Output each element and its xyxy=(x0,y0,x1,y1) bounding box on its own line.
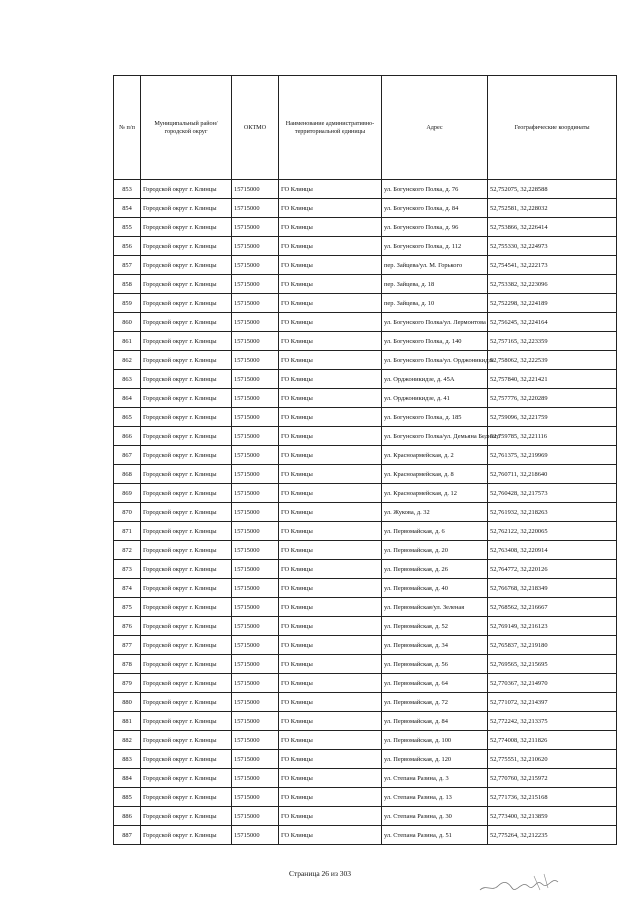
cell-unit: ГО Клинцы xyxy=(279,256,382,275)
cell-district: Городской округ г. Клинцы xyxy=(141,275,232,294)
cell-num: 865 xyxy=(114,408,141,427)
cell-address: ул. Первомайская, д. 84 xyxy=(382,712,488,731)
cell-district: Городской округ г. Клинцы xyxy=(141,408,232,427)
cell-district: Городской округ г. Клинцы xyxy=(141,484,232,503)
header-coords: Географические координаты xyxy=(488,76,617,180)
cell-address: ул. Красноармейская, д. 2 xyxy=(382,446,488,465)
cell-coords: 52,760428, 32,217573 xyxy=(488,484,617,503)
table-row xyxy=(114,218,617,237)
cell-district: Городской округ г. Клинцы xyxy=(141,446,232,465)
cell-oktmo: 15715000 xyxy=(232,769,279,788)
cell-address: ул. Первомайская, д. 34 xyxy=(382,636,488,655)
cell-coords: 52,754541, 32,222173 xyxy=(488,256,617,275)
cell-address: ул. Красноармейская, д. 12 xyxy=(382,484,488,503)
cell-address: ул. Богунского Полка/ул. Демьяна Бедного xyxy=(382,427,488,446)
table-row xyxy=(114,712,617,731)
cell-unit: ГО Клинцы xyxy=(279,826,382,845)
cell-unit: ГО Клинцы xyxy=(279,807,382,826)
cell-oktmo: 15715000 xyxy=(232,237,279,256)
cell-oktmo: 15715000 xyxy=(232,636,279,655)
cell-num: 863 xyxy=(114,370,141,389)
cell-coords: 52,753382, 32,223096 xyxy=(488,275,617,294)
cell-oktmo: 15715000 xyxy=(232,332,279,351)
cell-coords: 52,752581, 32,228032 xyxy=(488,199,617,218)
cell-coords: 52,759785, 32,221116 xyxy=(488,427,617,446)
cell-district: Городской округ г. Клинцы xyxy=(141,712,232,731)
cell-num: 866 xyxy=(114,427,141,446)
cell-oktmo: 15715000 xyxy=(232,693,279,712)
cell-oktmo: 15715000 xyxy=(232,256,279,275)
cell-district: Городской округ г. Клинцы xyxy=(141,218,232,237)
cell-coords: 52,761932, 32,218263 xyxy=(488,503,617,522)
table-row xyxy=(114,389,617,408)
cell-coords: 52,755330, 32,224973 xyxy=(488,237,617,256)
cell-unit: ГО Клинцы xyxy=(279,503,382,522)
cell-oktmo: 15715000 xyxy=(232,351,279,370)
cell-address: ул. Первомайская, д. 52 xyxy=(382,617,488,636)
table-row xyxy=(114,256,617,275)
cell-oktmo: 15715000 xyxy=(232,408,279,427)
cell-coords: 52,770760, 32,215972 xyxy=(488,769,617,788)
table-row xyxy=(114,579,617,598)
cell-num: 880 xyxy=(114,693,141,712)
cell-num: 858 xyxy=(114,275,141,294)
cell-address: ул. Богунского Полка, д. 185 xyxy=(382,408,488,427)
cell-district: Городской округ г. Клинцы xyxy=(141,617,232,636)
cell-oktmo: 15715000 xyxy=(232,522,279,541)
cell-num: 877 xyxy=(114,636,141,655)
cell-coords: 52,761375, 32,219969 xyxy=(488,446,617,465)
cell-oktmo: 15715000 xyxy=(232,560,279,579)
cell-district: Городской округ г. Клинцы xyxy=(141,636,232,655)
cell-unit: ГО Клинцы xyxy=(279,560,382,579)
cell-address: ул. Степана Разина, д. 30 xyxy=(382,807,488,826)
cell-address: ул. Богунского Полка, д. 112 xyxy=(382,237,488,256)
cell-num: 871 xyxy=(114,522,141,541)
cell-unit: ГО Клинцы xyxy=(279,389,382,408)
cell-district: Городской округ г. Клинцы xyxy=(141,370,232,389)
cell-district: Городской округ г. Клинцы xyxy=(141,256,232,275)
cell-coords: 52,757165, 32,223359 xyxy=(488,332,617,351)
cell-district: Городской округ г. Клинцы xyxy=(141,674,232,693)
cell-district: Городской округ г. Клинцы xyxy=(141,389,232,408)
cell-num: 874 xyxy=(114,579,141,598)
cell-district: Городской округ г. Клинцы xyxy=(141,579,232,598)
table-row xyxy=(114,351,617,370)
cell-unit: ГО Клинцы xyxy=(279,427,382,446)
cell-num: 884 xyxy=(114,769,141,788)
cell-oktmo: 15715000 xyxy=(232,541,279,560)
page-number: Страница 26 из 303 xyxy=(288,869,352,878)
cell-coords: 52,758062, 32,222539 xyxy=(488,351,617,370)
table-row xyxy=(114,275,617,294)
cell-address: ул. Первомайская, д. 20 xyxy=(382,541,488,560)
cell-oktmo: 15715000 xyxy=(232,465,279,484)
table-body xyxy=(114,180,617,845)
cell-district: Городской округ г. Клинцы xyxy=(141,503,232,522)
cell-coords: 52,753866, 32,226414 xyxy=(488,218,617,237)
cell-district: Городской округ г. Клинцы xyxy=(141,237,232,256)
cell-unit: ГО Клинцы xyxy=(279,180,382,199)
cell-coords: 52,775264, 32,212235 xyxy=(488,826,617,845)
cell-coords: 52,773400, 32,213859 xyxy=(488,807,617,826)
cell-num: 868 xyxy=(114,465,141,484)
cell-num: 876 xyxy=(114,617,141,636)
cell-district: Городской округ г. Клинцы xyxy=(141,427,232,446)
table-row xyxy=(114,731,617,750)
cell-oktmo: 15715000 xyxy=(232,199,279,218)
cell-address: ул. Степана Разина, д. 51 xyxy=(382,826,488,845)
cell-address: пер. Зайцева, д. 18 xyxy=(382,275,488,294)
cell-coords: 52,770367, 32,214970 xyxy=(488,674,617,693)
cell-oktmo: 15715000 xyxy=(232,446,279,465)
cell-coords: 52,760711, 32,218640 xyxy=(488,465,617,484)
cell-coords: 52,766768, 32,218349 xyxy=(488,579,617,598)
cell-coords: 52,769149, 32,216123 xyxy=(488,617,617,636)
cell-unit: ГО Клинцы xyxy=(279,218,382,237)
cell-district: Городской округ г. Клинцы xyxy=(141,199,232,218)
cell-coords: 52,763408, 32,220914 xyxy=(488,541,617,560)
table-row xyxy=(114,598,617,617)
cell-num: 879 xyxy=(114,674,141,693)
cell-num: 864 xyxy=(114,389,141,408)
cell-unit: ГО Клинцы xyxy=(279,693,382,712)
cell-num: 875 xyxy=(114,598,141,617)
table-row xyxy=(114,465,617,484)
cell-oktmo: 15715000 xyxy=(232,294,279,313)
cell-oktmo: 15715000 xyxy=(232,180,279,199)
table-row xyxy=(114,294,617,313)
header-num: № п/п xyxy=(114,76,141,180)
table-row xyxy=(114,180,617,199)
cell-num: 859 xyxy=(114,294,141,313)
cell-unit: ГО Клинцы xyxy=(279,541,382,560)
cell-address: ул. Орджоникидзе, д. 41 xyxy=(382,389,488,408)
cell-coords: 52,764772, 32,220126 xyxy=(488,560,617,579)
cell-address: пер. Зайцева, д. 10 xyxy=(382,294,488,313)
cell-coords: 52,759096, 32,221759 xyxy=(488,408,617,427)
cell-unit: ГО Клинцы xyxy=(279,636,382,655)
cell-num: 873 xyxy=(114,560,141,579)
cell-oktmo: 15715000 xyxy=(232,617,279,636)
cell-district: Городской округ г. Клинцы xyxy=(141,655,232,674)
header-unit: Наименование административно-территориальной единицы xyxy=(279,76,382,180)
cell-coords: 52,771072, 32,214397 xyxy=(488,693,617,712)
cell-num: 867 xyxy=(114,446,141,465)
cell-coords: 52,757840, 32,221421 xyxy=(488,370,617,389)
cell-oktmo: 15715000 xyxy=(232,484,279,503)
cell-unit: ГО Клинцы xyxy=(279,731,382,750)
table-row xyxy=(114,237,617,256)
cell-district: Городской округ г. Клинцы xyxy=(141,769,232,788)
table-header xyxy=(114,76,617,180)
cell-coords: 52,772242, 32,213375 xyxy=(488,712,617,731)
cell-address: ул. Степана Разина, д. 3 xyxy=(382,769,488,788)
table-row xyxy=(114,750,617,769)
cell-unit: ГО Клинцы xyxy=(279,655,382,674)
cell-district: Городской округ г. Клинцы xyxy=(141,313,232,332)
cell-coords: 52,762122, 32,220065 xyxy=(488,522,617,541)
cell-coords: 52,775551, 32,210620 xyxy=(488,750,617,769)
cell-num: 886 xyxy=(114,807,141,826)
cell-unit: ГО Клинцы xyxy=(279,712,382,731)
table-row xyxy=(114,636,617,655)
cell-oktmo: 15715000 xyxy=(232,731,279,750)
cell-num: 854 xyxy=(114,199,141,218)
table-row xyxy=(114,693,617,712)
cell-oktmo: 15715000 xyxy=(232,712,279,731)
cell-district: Городской округ г. Клинцы xyxy=(141,807,232,826)
table-row xyxy=(114,313,617,332)
cell-address: ул. Жукова, д. 32 xyxy=(382,503,488,522)
cell-coords: 52,774008, 32,211826 xyxy=(488,731,617,750)
cell-unit: ГО Клинцы xyxy=(279,294,382,313)
header-row xyxy=(114,76,617,180)
table-row xyxy=(114,655,617,674)
handwritten-mark-icon xyxy=(478,872,568,896)
cell-oktmo: 15715000 xyxy=(232,313,279,332)
cell-oktmo: 15715000 xyxy=(232,807,279,826)
table-row xyxy=(114,446,617,465)
table-row xyxy=(114,199,617,218)
cell-oktmo: 15715000 xyxy=(232,427,279,446)
cell-unit: ГО Клинцы xyxy=(279,351,382,370)
cell-address: ул. Степана Разина, д. 13 xyxy=(382,788,488,807)
cell-num: 878 xyxy=(114,655,141,674)
cell-address: ул. Красноармейская, д. 8 xyxy=(382,465,488,484)
cell-district: Городской округ г. Клинцы xyxy=(141,351,232,370)
cell-num: 853 xyxy=(114,180,141,199)
cell-unit: ГО Клинцы xyxy=(279,598,382,617)
cell-num: 870 xyxy=(114,503,141,522)
cell-address: ул. Орджоникидзе, д. 45А xyxy=(382,370,488,389)
cell-district: Городской округ г. Клинцы xyxy=(141,731,232,750)
cell-district: Городской округ г. Клинцы xyxy=(141,826,232,845)
cell-oktmo: 15715000 xyxy=(232,370,279,389)
cell-num: 869 xyxy=(114,484,141,503)
cell-num: 861 xyxy=(114,332,141,351)
cell-address: ул. Богунского Полка, д. 140 xyxy=(382,332,488,351)
cell-district: Городской округ г. Клинцы xyxy=(141,465,232,484)
table-row xyxy=(114,826,617,845)
cell-unit: ГО Клинцы xyxy=(279,674,382,693)
cell-coords: 52,752075, 32,228588 xyxy=(488,180,617,199)
cell-unit: ГО Клинцы xyxy=(279,332,382,351)
cell-district: Городской округ г. Клинцы xyxy=(141,598,232,617)
cell-address: ул. Первомайская, д. 26 xyxy=(382,560,488,579)
table-row xyxy=(114,769,617,788)
cell-num: 882 xyxy=(114,731,141,750)
table-row xyxy=(114,332,617,351)
registry-table xyxy=(113,75,617,845)
table-row xyxy=(114,427,617,446)
cell-district: Городской округ г. Клинцы xyxy=(141,750,232,769)
header-district: Муниципальный район/городской округ xyxy=(141,76,232,180)
cell-district: Городской округ г. Клинцы xyxy=(141,788,232,807)
cell-address: ул. Первомайская, д. 100 xyxy=(382,731,488,750)
cell-address: ул. Первомайская, д. 120 xyxy=(382,750,488,769)
cell-address: ул. Первомайская, д. 6 xyxy=(382,522,488,541)
cell-address: ул. Первомайская, д. 72 xyxy=(382,693,488,712)
cell-district: Городской округ г. Клинцы xyxy=(141,522,232,541)
cell-district: Городской округ г. Клинцы xyxy=(141,294,232,313)
cell-coords: 52,756245, 32,224164 xyxy=(488,313,617,332)
cell-num: 857 xyxy=(114,256,141,275)
cell-unit: ГО Клинцы xyxy=(279,750,382,769)
cell-unit: ГО Клинцы xyxy=(279,275,382,294)
cell-unit: ГО Клинцы xyxy=(279,237,382,256)
cell-district: Городской округ г. Клинцы xyxy=(141,560,232,579)
cell-address: ул. Первомайская, д. 56 xyxy=(382,655,488,674)
table-row xyxy=(114,484,617,503)
cell-district: Городской округ г. Клинцы xyxy=(141,332,232,351)
cell-unit: ГО Клинцы xyxy=(279,313,382,332)
cell-address: ул. Богунского Полка/ул. Орджоникидзе xyxy=(382,351,488,370)
cell-oktmo: 15715000 xyxy=(232,788,279,807)
header-oktmo: ОКТМО xyxy=(232,76,279,180)
cell-district: Городской округ г. Клинцы xyxy=(141,693,232,712)
cell-num: 855 xyxy=(114,218,141,237)
table-row xyxy=(114,408,617,427)
cell-district: Городской округ г. Клинцы xyxy=(141,180,232,199)
cell-oktmo: 15715000 xyxy=(232,218,279,237)
cell-address: пер. Зайцева/ул. М. Горького xyxy=(382,256,488,275)
table-row xyxy=(114,788,617,807)
cell-address: ул. Первомайская, д. 64 xyxy=(382,674,488,693)
cell-unit: ГО Клинцы xyxy=(279,769,382,788)
cell-num: 862 xyxy=(114,351,141,370)
cell-address: ул. Богунского Полка, д. 96 xyxy=(382,218,488,237)
cell-num: 887 xyxy=(114,826,141,845)
cell-unit: ГО Клинцы xyxy=(279,484,382,503)
table-row xyxy=(114,807,617,826)
cell-address: ул. Богунского Полка, д. 84 xyxy=(382,199,488,218)
table-row xyxy=(114,541,617,560)
cell-unit: ГО Клинцы xyxy=(279,617,382,636)
cell-oktmo: 15715000 xyxy=(232,503,279,522)
cell-unit: ГО Клинцы xyxy=(279,788,382,807)
cell-num: 885 xyxy=(114,788,141,807)
cell-oktmo: 15715000 xyxy=(232,389,279,408)
table-row xyxy=(114,370,617,389)
cell-oktmo: 15715000 xyxy=(232,674,279,693)
table-row xyxy=(114,617,617,636)
cell-address: ул. Первомайская, д. 40 xyxy=(382,579,488,598)
cell-address: ул. Богунского Полка/ул. Лермонтова xyxy=(382,313,488,332)
cell-oktmo: 15715000 xyxy=(232,579,279,598)
cell-coords: 52,752298, 32,224189 xyxy=(488,294,617,313)
cell-num: 860 xyxy=(114,313,141,332)
cell-unit: ГО Клинцы xyxy=(279,522,382,541)
cell-unit: ГО Клинцы xyxy=(279,446,382,465)
cell-coords: 52,771736, 32,215168 xyxy=(488,788,617,807)
cell-unit: ГО Клинцы xyxy=(279,465,382,484)
cell-oktmo: 15715000 xyxy=(232,826,279,845)
cell-address: ул. Первомайская/ул. Зеленая xyxy=(382,598,488,617)
header-address: Адрес xyxy=(382,76,488,180)
cell-oktmo: 15715000 xyxy=(232,275,279,294)
table-row xyxy=(114,560,617,579)
cell-address: ул. Богунского Полка, д. 76 xyxy=(382,180,488,199)
cell-coords: 52,757776, 32,220289 xyxy=(488,389,617,408)
cell-oktmo: 15715000 xyxy=(232,655,279,674)
cell-coords: 52,768562, 32,216667 xyxy=(488,598,617,617)
cell-num: 872 xyxy=(114,541,141,560)
cell-num: 856 xyxy=(114,237,141,256)
cell-coords: 52,769565, 32,215695 xyxy=(488,655,617,674)
cell-num: 883 xyxy=(114,750,141,769)
table-row xyxy=(114,674,617,693)
table-row xyxy=(114,503,617,522)
cell-oktmo: 15715000 xyxy=(232,750,279,769)
cell-unit: ГО Клинцы xyxy=(279,408,382,427)
cell-coords: 52,765837, 32,219180 xyxy=(488,636,617,655)
cell-unit: ГО Клинцы xyxy=(279,199,382,218)
cell-unit: ГО Клинцы xyxy=(279,579,382,598)
cell-oktmo: 15715000 xyxy=(232,598,279,617)
table-row xyxy=(114,522,617,541)
cell-unit: ГО Клинцы xyxy=(279,370,382,389)
cell-district: Городской округ г. Клинцы xyxy=(141,541,232,560)
cell-num: 881 xyxy=(114,712,141,731)
